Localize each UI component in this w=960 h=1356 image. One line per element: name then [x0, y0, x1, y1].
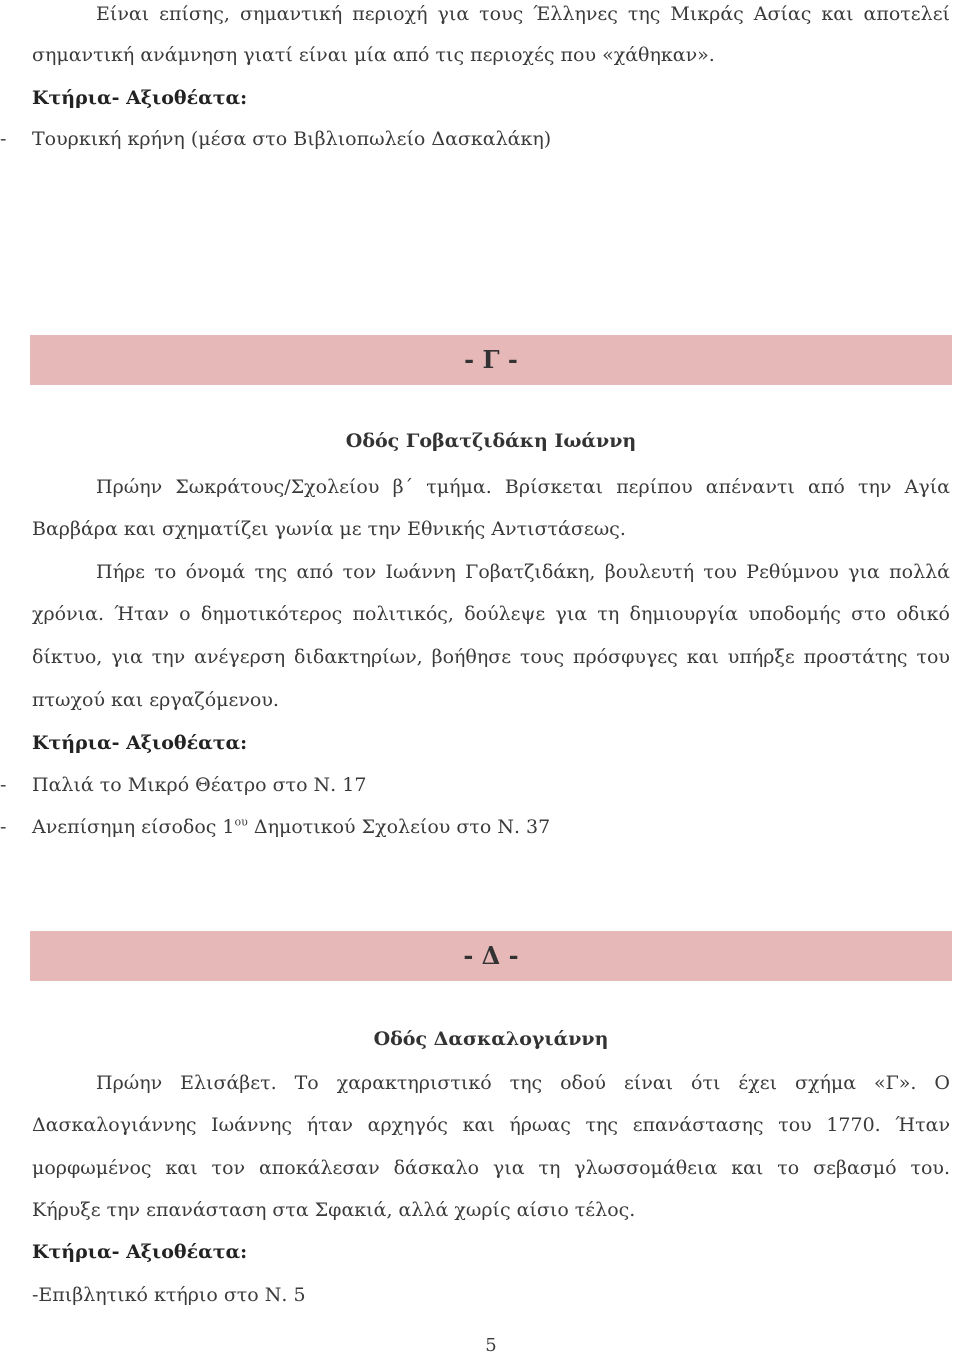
paragraph-line: δίκτυο, για την ανέγερση διδακτηρίων, βοήθησε τους πρόσφυγες και υπήρξε προστάτης του [32, 646, 950, 668]
paragraph-line: Πρώην Ελισάβετ. Το χαρακτηριστικό της οδού είναι ότι έχει σχήμα «Γ». Ο [96, 1072, 950, 1094]
street-title: Οδός Δασκαλογιάννη [373, 1028, 609, 1050]
paragraph-line: πτωχού και εργαζόμενου. [32, 689, 279, 711]
ordinal-superscript: ου [234, 815, 248, 829]
list-item-text: Παλιά το Μικρό Θέατρο στο Ν. 17 [32, 774, 367, 796]
paragraph-line: Είναι επίσης, σημαντική περιοχή για τους Έλληνες της Μικράς Ασίας και αποτελεί [96, 3, 950, 25]
page-number: 5 [485, 1335, 497, 1356]
paragraph-line: Δασκαλογιάννης Ιωάννης ήταν αρχηγός και ήρωας της επανάστασης του 1770. Ήταν [32, 1114, 950, 1136]
sights-heading: Κτήρια- Αξιοθέατα: [32, 87, 248, 109]
paragraph-line: Κήρυξε την επανάσταση στα Σφακιά, αλλά χωρίς αίσιο τέλος. [32, 1199, 636, 1221]
list-item-text: Τουρκική κρήνη (μέσα στο Βιβλιοπωλείο Δασκαλάκη) [32, 128, 552, 150]
list-item [0, 771, 950, 799]
list-item: -Επιβλητικό κτήριο στο Ν. 5 [32, 1284, 306, 1306]
section-band-d: - Δ - [30, 931, 952, 981]
paragraph-line: Πρώην Σωκράτους/Σχολείου β΄ τμήμα. Βρίσκεται περίπου απέναντι από την Αγία [96, 476, 950, 498]
street-title: Οδός Γοβατζιδάκη Ιωάννη [345, 430, 637, 452]
list-item-text: Δημοτικού Σχολείου στο Ν. 37 [247, 816, 551, 838]
paragraph-line: σημαντική ανάμνηση γιατί είναι μία από τις περιοχές που «χάθηκαν». [32, 44, 715, 66]
paragraph-line: μορφωμένος και τον αποκάλεσαν δάσκαλο για τη γλωσσομάθεια και το σεβασμό του. [32, 1157, 950, 1179]
paragraph-line: Βαρβάρα και σχηματίζει γωνία με την Εθνικής Αντιστάσεως. [32, 518, 626, 540]
section-band-g: - Γ - [30, 335, 952, 385]
dash-bullet: - [0, 128, 7, 150]
list-item [0, 125, 950, 153]
list-item-text: Ανεπίσημη είσοδος 1 [32, 816, 235, 838]
paragraph-line: Πήρε το όνομά της από τον Ιωάννη Γοβατζιδάκη, βουλευτή του Ρεθύμνου για πολλά [96, 561, 950, 583]
dash-bullet: - [0, 816, 7, 838]
sights-heading: Κτήρια- Αξιοθέατα: [32, 732, 248, 754]
dash-bullet: - [0, 774, 7, 796]
list-item [0, 813, 950, 841]
paragraph-line: χρόνια. Ήταν ο δημοτικότερος πολιτικός, δούλεψε για τη δημιουργία υποδομής στο οδικό [32, 603, 950, 625]
sights-heading: Κτήρια- Αξιοθέατα: [32, 1241, 248, 1263]
